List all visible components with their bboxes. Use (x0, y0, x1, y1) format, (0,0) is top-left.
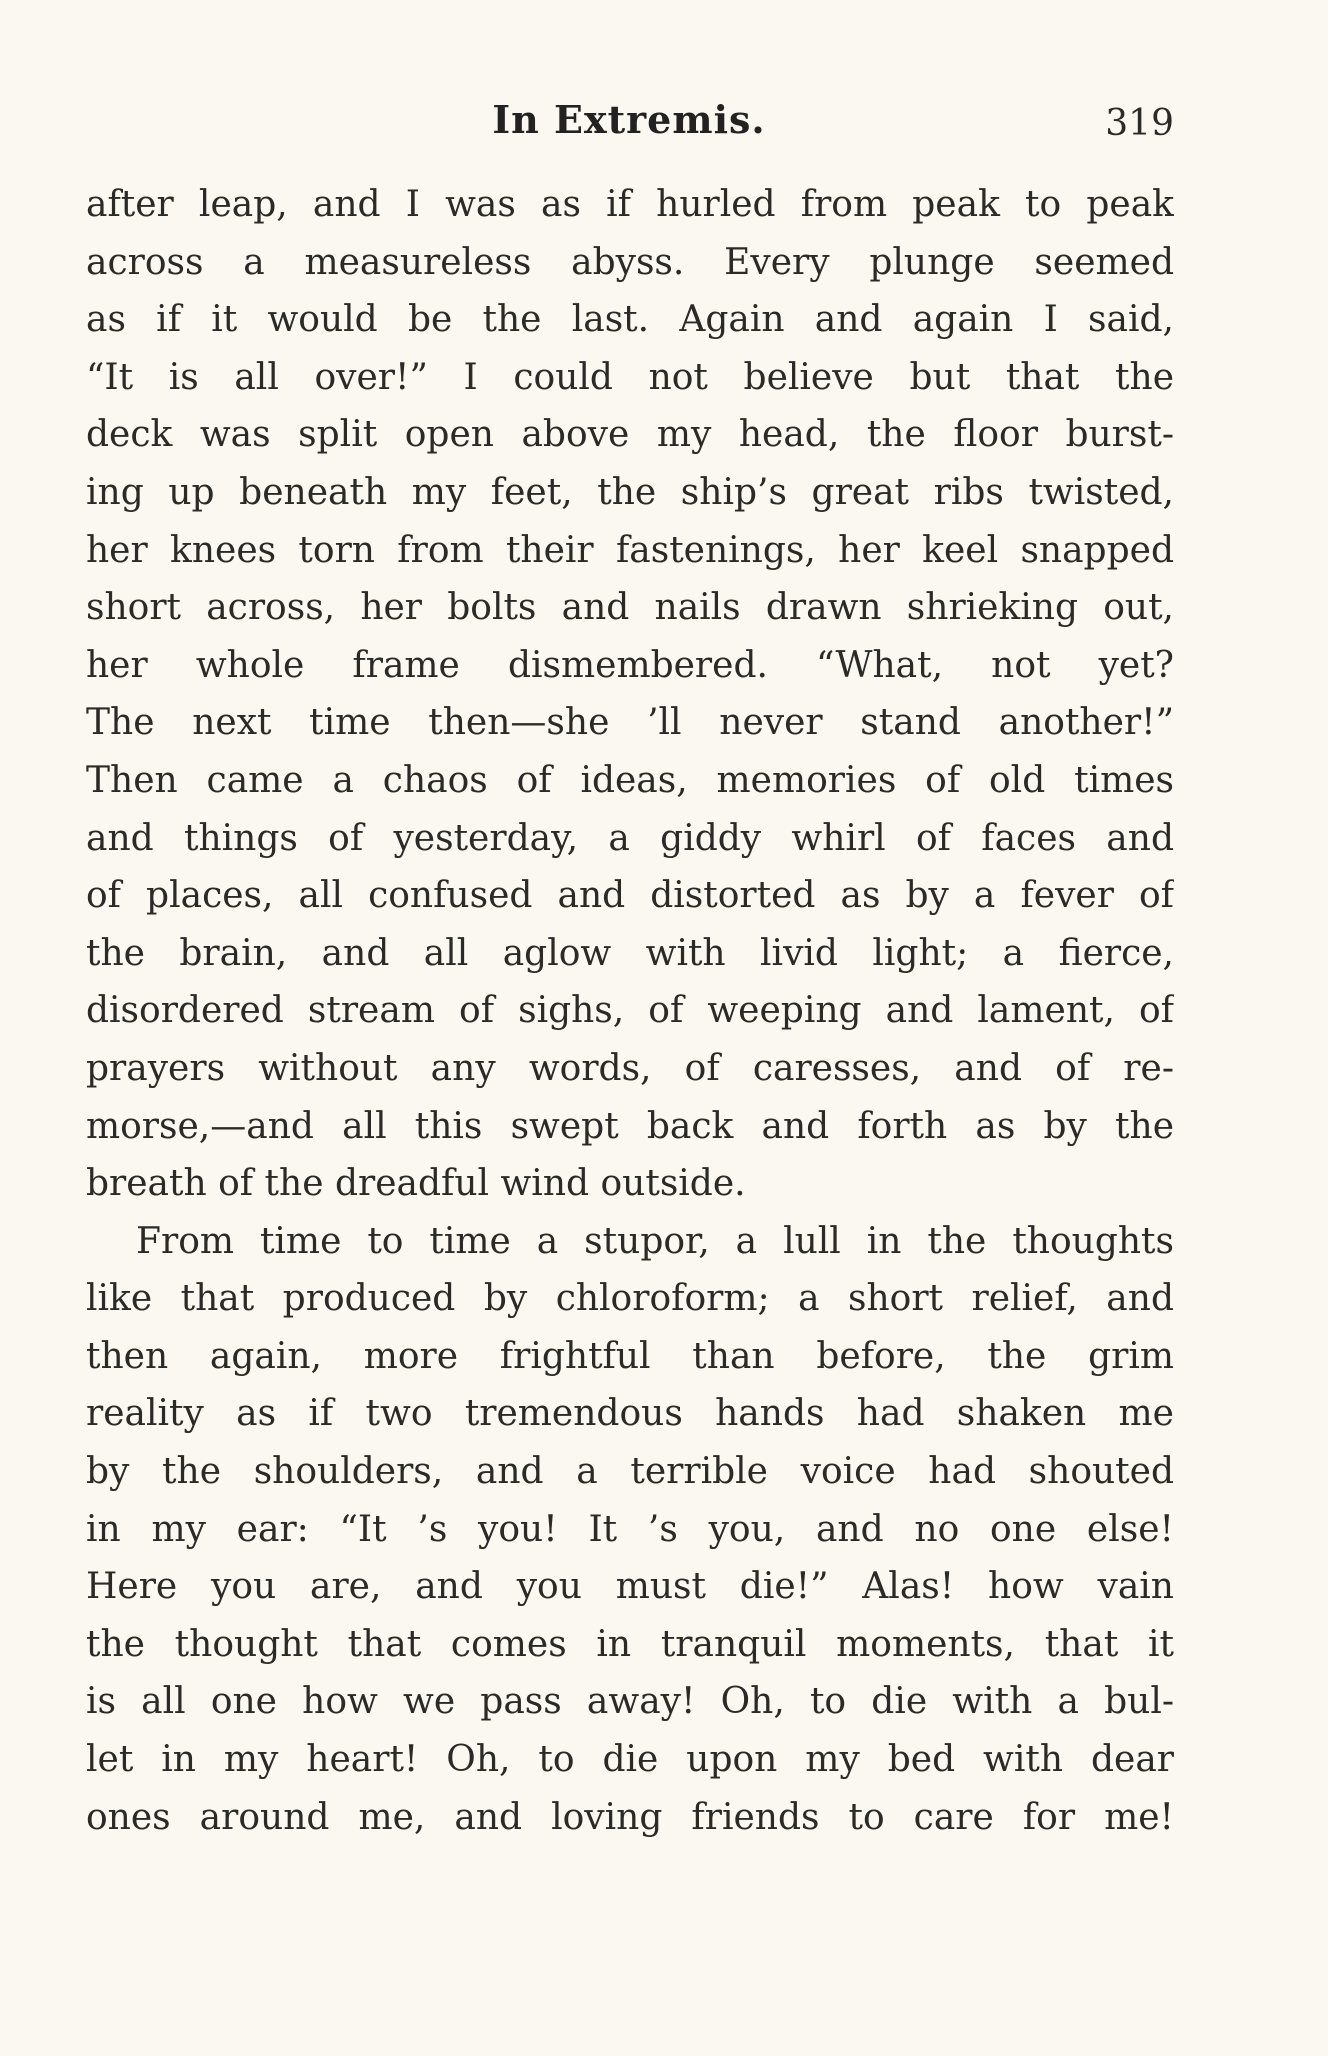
text-line: as if it would be the last. Again and again I said, (86, 299, 1174, 341)
text-line: reality as if two tremendous hands had shaken me (86, 1393, 1174, 1435)
text-line: the thought that comes in tranquil moments, that it (86, 1623, 1174, 1665)
text-line: breath of the dreadful wind outside. (86, 1163, 746, 1205)
running-head (84, 92, 1174, 148)
text-line: let in my heart! Oh, to die upon my bed with dear (86, 1739, 1174, 1781)
text-line: after leap, and I was as if hurled from peak to peak (86, 184, 1174, 225)
text-line: ing up beneath my feet, the ship’s great ribs twisted, (86, 471, 1174, 513)
text-line: then again, more frightful than before, the grim (86, 1335, 1174, 1377)
paragraph-1 (86, 176, 1174, 1213)
text-line: From time to time a stupor, a lull in the thoughts (136, 1220, 1174, 1262)
text-line: morse,—and all this swept back and forth as by the (86, 1105, 1174, 1147)
text-line: the brain, and all aglow with livid light; a fierce, (86, 932, 1174, 974)
text-line: Then came a chaos of ideas, memories of old times (86, 759, 1174, 801)
text-line: deck was split open above my head, the floor burst- (86, 414, 1174, 456)
text-line: her whole frame dismembered. “What, not yet? (86, 644, 1174, 686)
text-line: The next time then—she ’ll never stand another!” (86, 702, 1174, 744)
text-line: like that produced by chloroform; a short relief, and (86, 1278, 1174, 1320)
text-line: disordered stream of sighs, of weeping and lament, of (86, 990, 1174, 1032)
text-line: Here you are, and you must die!” Alas! how vain (86, 1566, 1174, 1608)
text-line: in my ear: “It ’s you! It ’s you, and no one else! (86, 1508, 1174, 1550)
running-title: In Extremis. (492, 97, 766, 142)
text-line: across a measureless abyss. Every plunge seemed (86, 241, 1174, 283)
text-line: is all one how we pass away! Oh, to die with a bul- (86, 1681, 1174, 1723)
page-number: 319 (1105, 103, 1174, 144)
text-line: her knees torn from their fastenings, her keel snapped (86, 529, 1174, 571)
text-line: prayers without any words, of caresses, and of re- (86, 1047, 1174, 1089)
body-text (86, 176, 1174, 1846)
text-line: ones around me, and loving friends to care for me! (86, 1796, 1174, 1838)
text-line: “It is all over!” I could not believe but that the (86, 356, 1174, 398)
text-line: short across, her bolts and nails drawn shrieking out, (86, 587, 1174, 629)
text-line: by the shoulders, and a terrible voice had shouted (86, 1451, 1174, 1493)
text-line: of places, all confused and distorted as by a fever of (86, 875, 1174, 917)
paragraph-2 (86, 1213, 1174, 1847)
text-line: and things of yesterday, a giddy whirl of faces and (86, 817, 1174, 859)
